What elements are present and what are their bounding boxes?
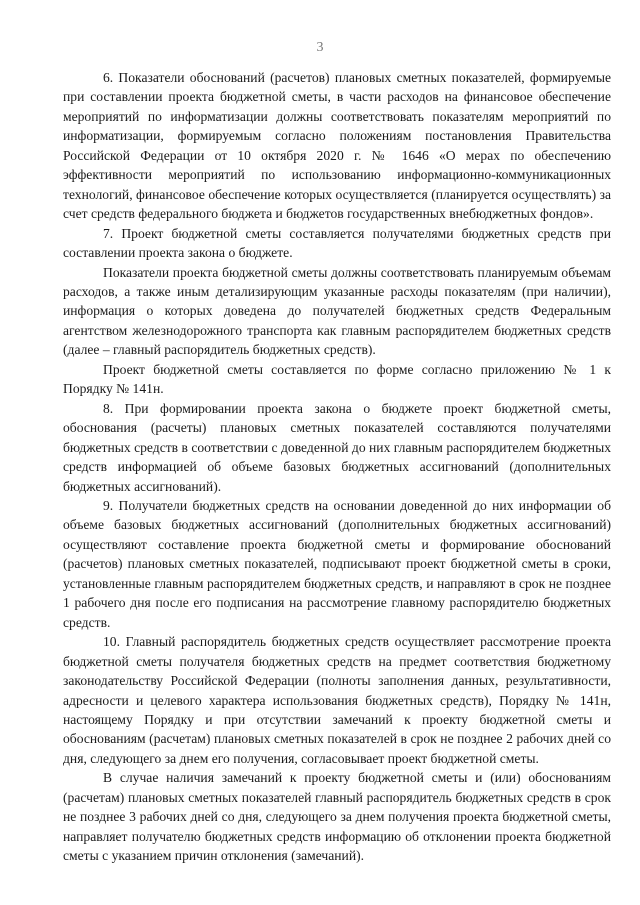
paragraph-7-form: Проект бюджетной сметы составляется по форме согласно приложению № 1 к Порядку № 141н. (63, 361, 611, 397)
page-number: 3 (316, 40, 324, 55)
paragraph-10-remarks: В случае наличия замечаний к проекту бюджетной сметы и (или) обоснованиям (расчетам) плановых сметных показателей главный распорядитель бюджетных средств в срок не позднее 3 рабочих дней со дня, следующего за днем получения проекта бюджетной сметы, направляет получателю бюджетных средств информацию об отклонении проекта бюджетной сметы с указанием причин отклонения (замечаний). (63, 770, 611, 864)
paragraph-9: 9. Получатели бюджетных средств на основании доведенной до них информации об объеме базовых бюджетных ассигнований (дополнительных бюджетных ассигнований) осуществляют составление проекта бюджетной сметы и формирование обоснований (расчетов) плановых сметных показателей, подписывают проект бюджетной сметы в сроки, установленные главным распорядителем бюджетных средств, и направляют в срок не позднее 1 рабочего дня после его подписания на рассмотрение главному распорядителю бюджетных средств. (63, 497, 611, 630)
paragraph-10: 10. Главный распорядитель бюджетных средств осуществляет рассмотрение проекта бюджетной сметы получателя бюджетных средств на предмет соответствия бюджетному законодательству Российской Федерации (полноты заполнения данных, результативности, адресности и целевого характера использования бюджетных средств), Порядку № 141н, настоящему Порядку и при отсутствии замечаний к проекту бюджетной сметы и обоснованиям (расчетам) плановых сметных показателей в срок не позднее 2 рабочих дней со дня, следующего за днем его получения, согласовывает проект бюджетной сметы. (63, 634, 611, 766)
paragraph-7: 7. Проект бюджетной сметы составляется получателями бюджетных средств при составлении проекта закона о бюджете. (63, 225, 611, 261)
document-body (63, 68, 611, 866)
paragraph-7-indicators: Показатели проекта бюджетной сметы должны соответствовать планируемым объемам расходов, а также иным детализирующим указанные расходы показателям (при наличии), информация о которых доведена до получателей бюджетных средств Федеральным агентством железнодорожного транспорта как главным распорядителем бюджетных средств (далее – главный распорядитель бюджетных средств). (63, 264, 611, 358)
paragraph-8: 8. При формировании проекта закона о бюджете проект бюджетной сметы, обоснования (расчеты) плановых сметных показателей составляются получателями бюджетных средств в соответствии с доведенной до них главным распорядителем бюджетных средств информацией об объеме базовых бюджетных ассигнований (дополнительных бюджетных ассигнований). (63, 400, 611, 494)
paragraph-6: 6. Показатели обоснований (расчетов) плановых сметных показателей, формируемые при составлении проекта бюджетной сметы, в части расходов на финансовое обеспечение мероприятий по информатизации должны соответствовать показателям мероприятий по информатизации, формируемым согласно положениям постановления Правительства Российской Федерации от 10 октября 2020 г. № 1646 «О мерах по обеспечению эффективности мероприятий по использованию информационно-коммуникационных технологий, финансовое обеспечение которых осуществляется (планируется осуществлять) за счет средств федерального бюджета и бюджетов государственных внебюджетных фондов». (63, 70, 611, 222)
